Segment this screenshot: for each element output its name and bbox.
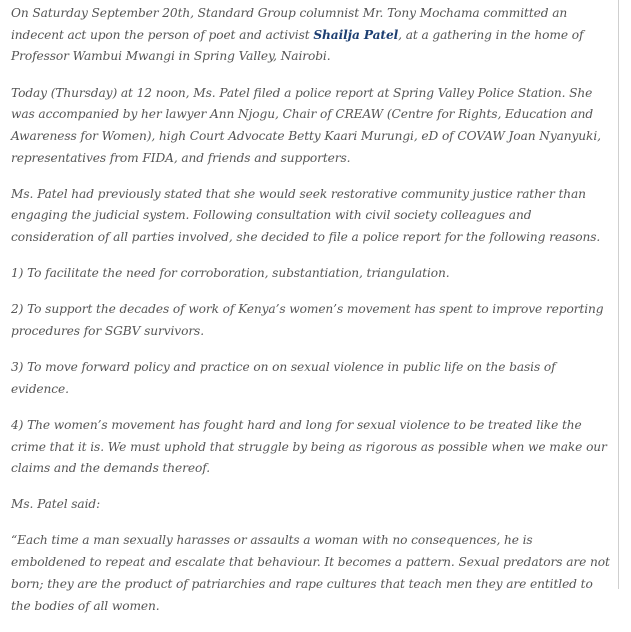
paragraph-quote: “Each time a man sexually harasses or assaults a woman with no consequences, he is emboldened to repeat and escalate that behaviour. It becomes a pattern. Sexual predators are not born; they are the product of patriarchies and rape cultures that teach men they are entitled to the bodies of all women. [11,533,610,613]
reason-1: 1) To facilitate the need for corroboration, substantiation, triangulation. [11,266,450,281]
paragraph-decision: Ms. Patel had previously stated that she would seek restorative community justice rather than engaging the judicial system. Following consultation with civil society colleagues and consideration of all parties involved, she decided to file a police report for the following reasons. [11,186,601,245]
paragraph-police-report: Today (Thursday) at 12 noon, Ms. Patel filed a police report at Spring Valley Police Station. She was accompanied by her lawyer Ann Njogu, Chair of CREAW (Centre for Rights, Education and Awareness for Women), high Court Advocate Betty Kaari Murungi, eD of COVAW Joan Nyanyuki, representatives from FIDA, and friends and supporters. [11,85,601,165]
paragraph-incident-text-before: On Saturday September 20th, Standard Group columnist Mr. Tony Mochama committed an indecent act upon the person of poet and activist [11,6,568,42]
paragraph-incident-text-after: , at a gathering in the home of Professor Wambui Mwangi in Spring Valley, Nairobi. [11,27,584,64]
paragraph-patel-said: Ms. Patel said: [11,497,101,512]
paragraph-incident [11,3,611,68]
reason-3: 3) To move forward policy and practice on on sexual violence in public life on the basis of evidence. [11,360,556,396]
reason-2: 2) To support the decades of work of Kenya’s women’s movement has spent to improve reporting procedures for SGBV survivors. [11,302,604,338]
shailja-patel-link[interactable]: Shailja Patel [313,27,399,42]
reason-4: 4) The women’s movement has fought hard and long for sexual violence to be treated like the crime that it is. We must uphold that struggle by being as rigorous as possible when we make our claims and the demands thereof. [11,417,607,476]
article-body [11,3,611,632]
